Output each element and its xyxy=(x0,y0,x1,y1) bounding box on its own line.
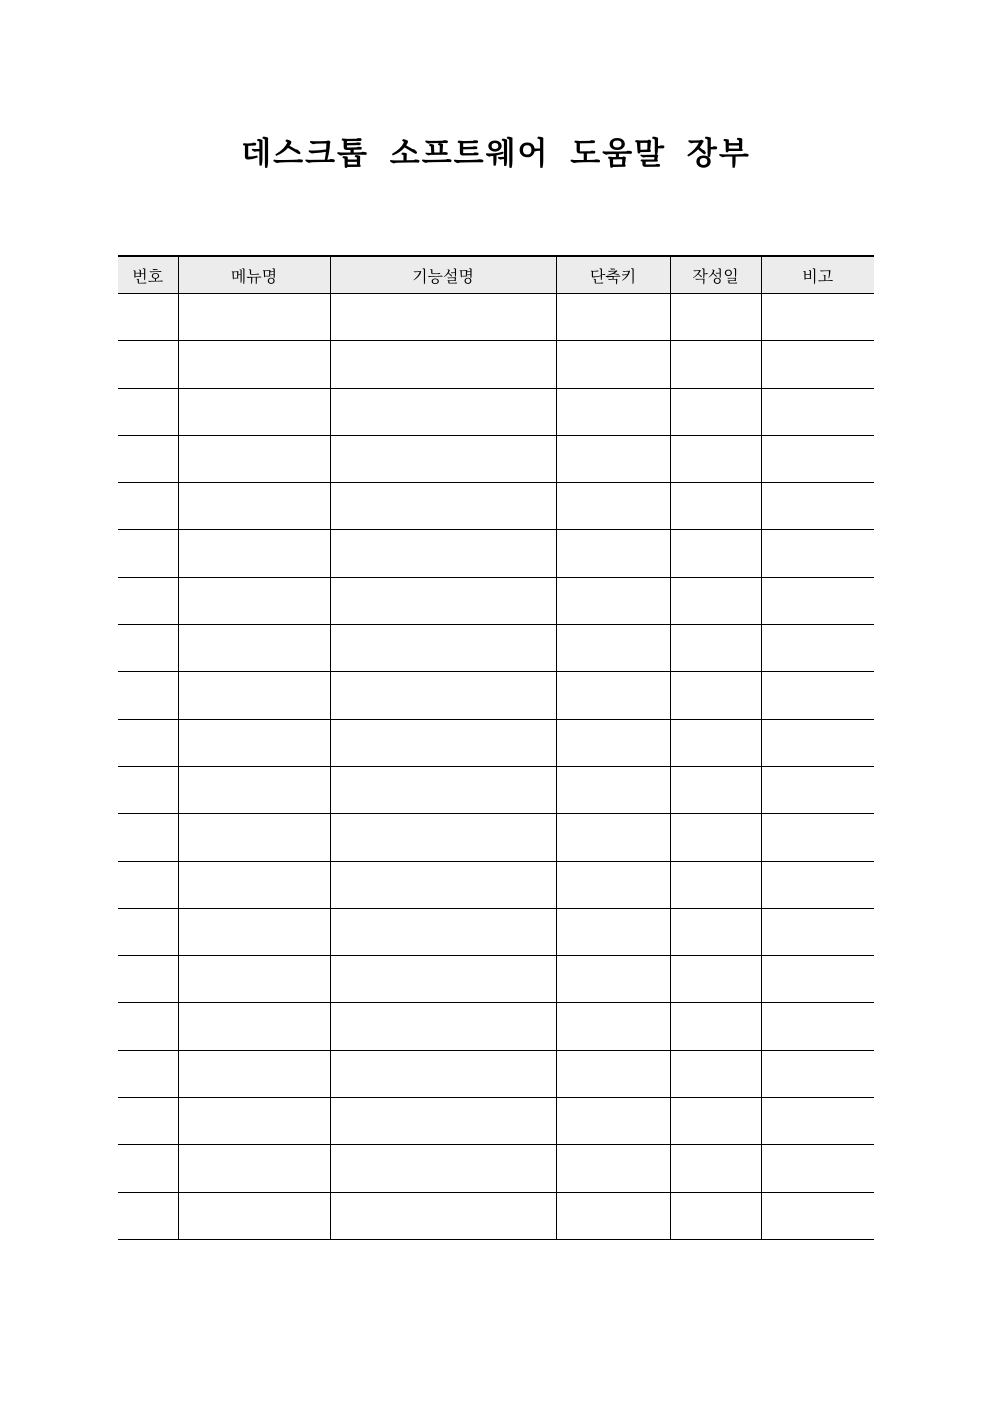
table-row xyxy=(118,483,874,530)
column-header-shortcut: 단축키 xyxy=(556,256,670,294)
cell-remarks xyxy=(761,908,874,955)
cell-number xyxy=(118,1192,178,1239)
cell-menu-name xyxy=(178,1098,330,1145)
cell-function-description xyxy=(330,956,556,1003)
cell-menu-name xyxy=(178,1145,330,1192)
cell-menu-name xyxy=(178,294,330,341)
cell-shortcut xyxy=(556,294,670,341)
column-header-number: 번호 xyxy=(118,256,178,294)
cell-number xyxy=(118,1003,178,1050)
cell-number xyxy=(118,1098,178,1145)
cell-function-description xyxy=(330,625,556,672)
cell-menu-name xyxy=(178,435,330,482)
table-row xyxy=(118,294,874,341)
cell-date-written xyxy=(670,1098,761,1145)
cell-shortcut xyxy=(556,766,670,813)
cell-shortcut xyxy=(556,719,670,766)
cell-shortcut xyxy=(556,672,670,719)
cell-number xyxy=(118,719,178,766)
cell-shortcut xyxy=(556,1145,670,1192)
cell-menu-name xyxy=(178,341,330,388)
table-row xyxy=(118,1050,874,1097)
column-header-function-description: 기능설명 xyxy=(330,256,556,294)
cell-shortcut xyxy=(556,814,670,861)
cell-number xyxy=(118,814,178,861)
cell-date-written xyxy=(670,1003,761,1050)
cell-number xyxy=(118,861,178,908)
table-row xyxy=(118,1098,874,1145)
cell-function-description xyxy=(330,814,556,861)
cell-function-description xyxy=(330,719,556,766)
cell-shortcut xyxy=(556,1192,670,1239)
table-row xyxy=(118,766,874,813)
cell-remarks xyxy=(761,719,874,766)
cell-function-description xyxy=(330,766,556,813)
document-title: 데스크톱 소프트웨어 도움말 장부 xyxy=(241,136,751,172)
cell-menu-name xyxy=(178,672,330,719)
cell-function-description xyxy=(330,861,556,908)
cell-function-description xyxy=(330,577,556,624)
cell-function-description xyxy=(330,530,556,577)
cell-date-written xyxy=(670,577,761,624)
cell-number xyxy=(118,577,178,624)
table-row xyxy=(118,908,874,955)
cell-remarks xyxy=(761,625,874,672)
cell-shortcut xyxy=(556,1098,670,1145)
cell-menu-name xyxy=(178,814,330,861)
cell-remarks xyxy=(761,861,874,908)
cell-date-written xyxy=(670,435,761,482)
table-row xyxy=(118,672,874,719)
cell-number xyxy=(118,388,178,435)
cell-shortcut xyxy=(556,483,670,530)
cell-shortcut xyxy=(556,341,670,388)
cell-menu-name xyxy=(178,577,330,624)
column-header-date-written: 작성일 xyxy=(670,256,761,294)
cell-date-written xyxy=(670,672,761,719)
table-row xyxy=(118,1145,874,1192)
cell-shortcut xyxy=(556,530,670,577)
cell-date-written xyxy=(670,861,761,908)
column-header-menu-name: 메뉴명 xyxy=(178,256,330,294)
cell-number xyxy=(118,435,178,482)
cell-date-written xyxy=(670,1145,761,1192)
cell-remarks xyxy=(761,341,874,388)
cell-date-written xyxy=(670,483,761,530)
cell-remarks xyxy=(761,530,874,577)
cell-menu-name xyxy=(178,1003,330,1050)
cell-date-written xyxy=(670,956,761,1003)
cell-remarks xyxy=(761,766,874,813)
cell-number xyxy=(118,530,178,577)
cell-shortcut xyxy=(556,1050,670,1097)
cell-shortcut xyxy=(556,625,670,672)
cell-remarks xyxy=(761,388,874,435)
table-row xyxy=(118,861,874,908)
cell-remarks xyxy=(761,1098,874,1145)
table-row xyxy=(118,388,874,435)
table-row xyxy=(118,814,874,861)
cell-function-description xyxy=(330,294,556,341)
cell-menu-name xyxy=(178,625,330,672)
cell-remarks xyxy=(761,672,874,719)
cell-function-description xyxy=(330,1145,556,1192)
cell-number xyxy=(118,341,178,388)
cell-function-description xyxy=(330,483,556,530)
cell-shortcut xyxy=(556,388,670,435)
cell-remarks xyxy=(761,483,874,530)
cell-function-description xyxy=(330,1098,556,1145)
cell-function-description xyxy=(330,1050,556,1097)
cell-date-written xyxy=(670,294,761,341)
table-body xyxy=(118,294,874,1240)
cell-number xyxy=(118,483,178,530)
cell-number xyxy=(118,625,178,672)
table-row xyxy=(118,625,874,672)
cell-number xyxy=(118,672,178,719)
cell-menu-name xyxy=(178,483,330,530)
cell-number xyxy=(118,1050,178,1097)
help-ledger-table xyxy=(118,255,874,1240)
cell-remarks xyxy=(761,1145,874,1192)
cell-date-written xyxy=(670,1192,761,1239)
cell-remarks xyxy=(761,814,874,861)
cell-function-description xyxy=(330,388,556,435)
cell-shortcut xyxy=(556,577,670,624)
table-row xyxy=(118,435,874,482)
cell-shortcut xyxy=(556,861,670,908)
table-row xyxy=(118,577,874,624)
cell-number xyxy=(118,766,178,813)
cell-function-description xyxy=(330,1192,556,1239)
column-header-remarks: 비고 xyxy=(761,256,874,294)
cell-function-description xyxy=(330,672,556,719)
cell-shortcut xyxy=(556,435,670,482)
cell-date-written xyxy=(670,341,761,388)
table-row xyxy=(118,1192,874,1239)
cell-function-description xyxy=(330,908,556,955)
cell-remarks xyxy=(761,294,874,341)
cell-remarks xyxy=(761,1050,874,1097)
cell-menu-name xyxy=(178,719,330,766)
cell-remarks xyxy=(761,956,874,1003)
table-row xyxy=(118,956,874,1003)
cell-shortcut xyxy=(556,956,670,1003)
cell-menu-name xyxy=(178,908,330,955)
cell-date-written xyxy=(670,530,761,577)
cell-number xyxy=(118,956,178,1003)
cell-function-description xyxy=(330,435,556,482)
cell-menu-name xyxy=(178,861,330,908)
cell-shortcut xyxy=(556,1003,670,1050)
cell-menu-name xyxy=(178,766,330,813)
cell-menu-name xyxy=(178,1192,330,1239)
cell-menu-name xyxy=(178,956,330,1003)
cell-function-description xyxy=(330,1003,556,1050)
cell-number xyxy=(118,908,178,955)
cell-shortcut xyxy=(556,908,670,955)
cell-remarks xyxy=(761,577,874,624)
cell-date-written xyxy=(670,1050,761,1097)
table-row xyxy=(118,719,874,766)
cell-date-written xyxy=(670,625,761,672)
cell-function-description xyxy=(330,341,556,388)
cell-remarks xyxy=(761,1192,874,1239)
table-row xyxy=(118,1003,874,1050)
table-row xyxy=(118,341,874,388)
cell-remarks xyxy=(761,435,874,482)
cell-menu-name xyxy=(178,1050,330,1097)
table-header-row xyxy=(118,256,874,294)
cell-menu-name xyxy=(178,388,330,435)
table-row xyxy=(118,530,874,577)
cell-date-written xyxy=(670,719,761,766)
cell-date-written xyxy=(670,814,761,861)
cell-date-written xyxy=(670,766,761,813)
cell-remarks xyxy=(761,1003,874,1050)
cell-number xyxy=(118,1145,178,1192)
cell-number xyxy=(118,294,178,341)
cell-menu-name xyxy=(178,530,330,577)
cell-date-written xyxy=(670,908,761,955)
cell-date-written xyxy=(670,388,761,435)
